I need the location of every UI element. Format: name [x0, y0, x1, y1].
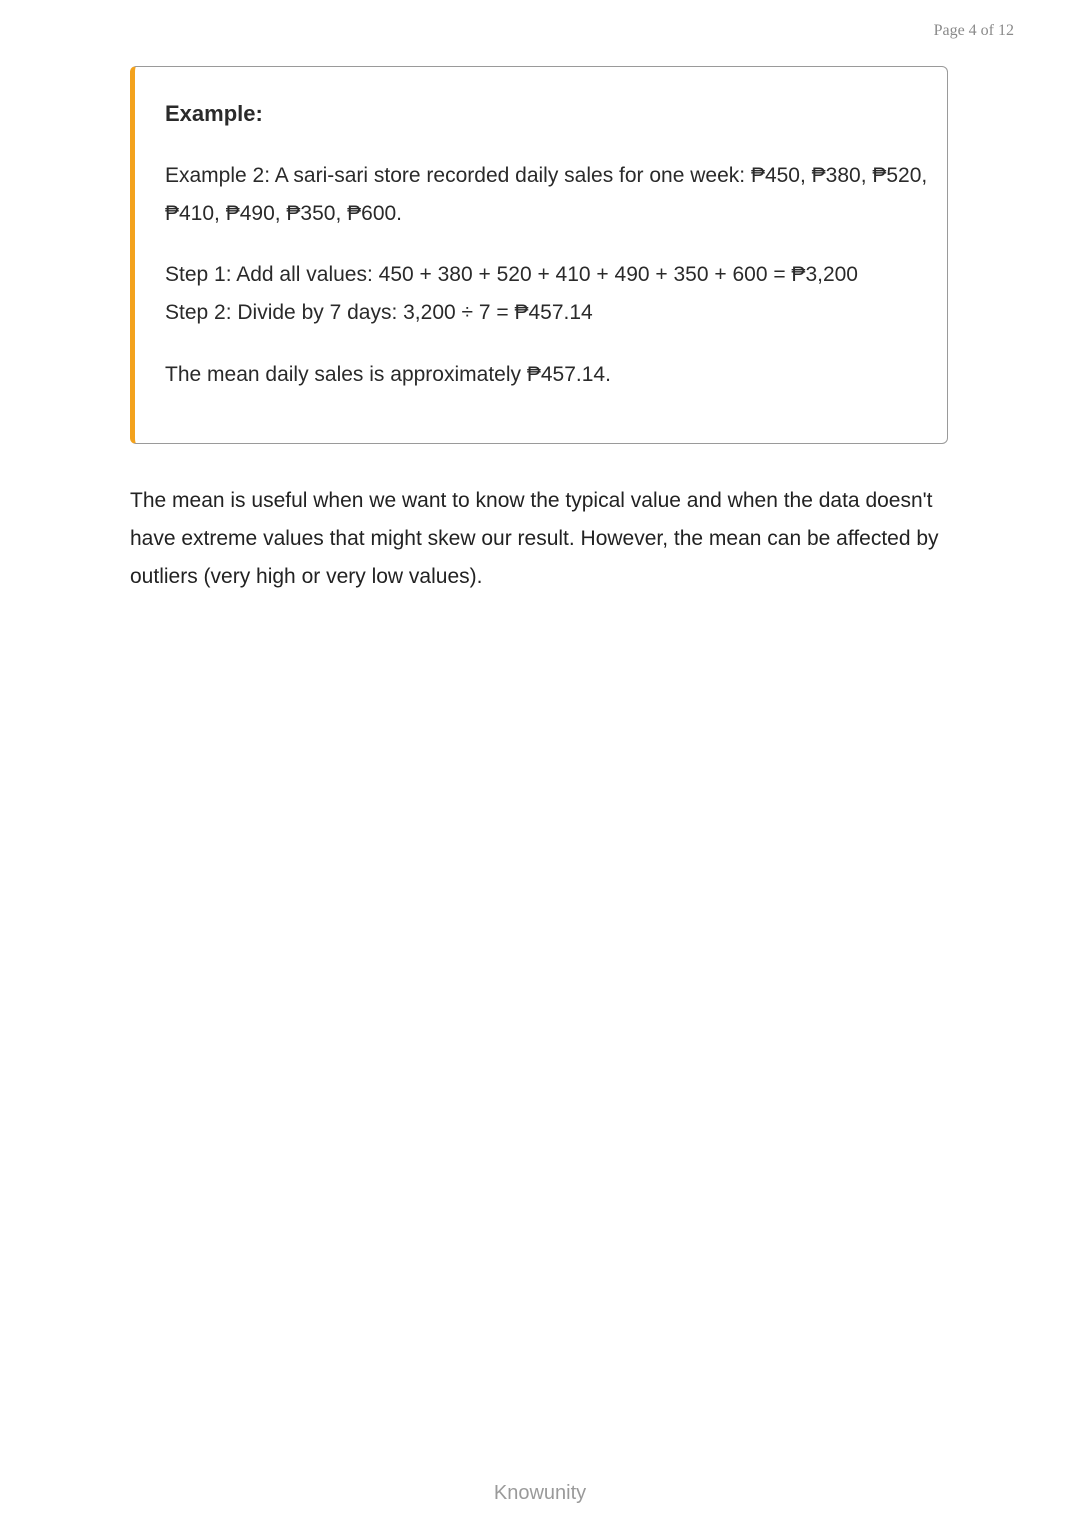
example-steps	[165, 256, 935, 332]
example-result-text: The mean daily sales is approximately ₱457.14.	[165, 363, 611, 386]
page-number: Page 4 of 12	[933, 22, 1014, 39]
example-callout-box	[130, 66, 948, 444]
example-step-2: Step 2: Divide by 7 days: 3,200 ÷ 7 = ₱457.14	[165, 301, 593, 324]
example-problem-text: Example 2: A sari-sari store recorded daily sales for one week: ₱450, ₱380, ₱520, ₱410, ₱490, ₱350, ₱600.	[165, 164, 928, 225]
body-paragraph: The mean is useful when we want to know the typical value and when the data doesn't have extreme values that might skew our result. However, the mean can be affected by outliers (very high or very low values).	[130, 489, 939, 588]
footer-brand: Knowunity	[493, 1482, 587, 1504]
example-heading: Example:	[165, 101, 263, 126]
example-step-1: Step 1: Add all values: 450 + 380 + 520 + 410 + 490 + 350 + 600 = ₱3,200	[165, 263, 858, 286]
